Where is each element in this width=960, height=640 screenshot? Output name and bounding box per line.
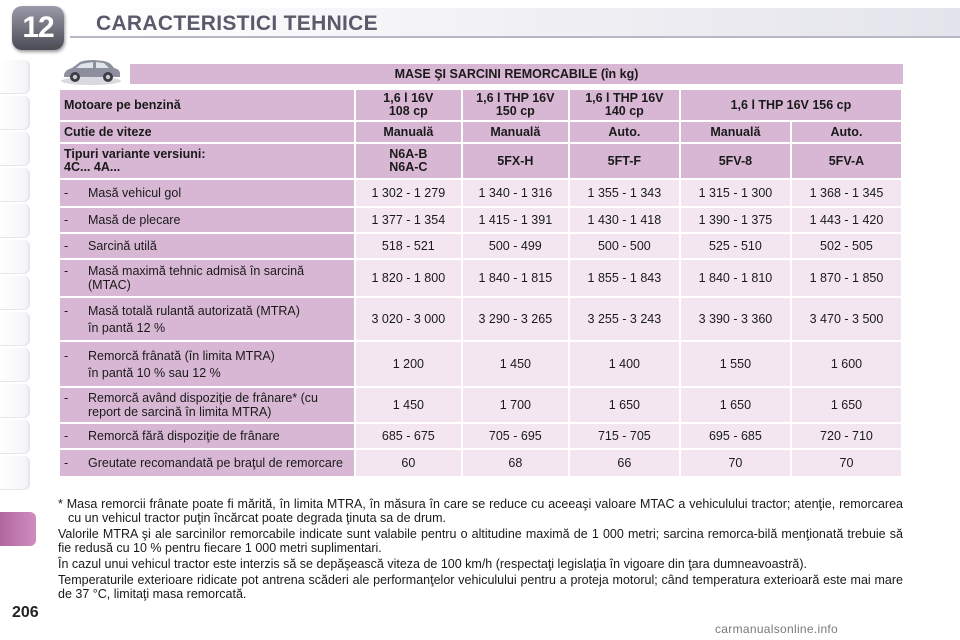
variant-cell: N6A-B N6A-C (356, 144, 461, 178)
mass-value: 1 650 (681, 388, 790, 422)
mass-value: 1 368 - 1 345 (792, 180, 901, 206)
page-title: CARACTERISTICI TEHNICE (96, 12, 378, 35)
chapter-tab[interactable] (0, 168, 30, 202)
mass-value: 1 340 - 1 316 (463, 180, 568, 206)
mass-value: 685 - 675 (356, 424, 461, 448)
row-dash: - (64, 264, 69, 278)
mass-value: 1 650 (792, 388, 901, 422)
mass-value: 1 870 - 1 850 (792, 260, 901, 296)
chapter-tab[interactable] (0, 456, 30, 490)
footnotes (58, 497, 903, 603)
chapter-tab-active[interactable] (0, 512, 36, 546)
mass-value: 70 (681, 450, 790, 476)
row-label (60, 450, 354, 476)
chapter-tabs (0, 60, 40, 560)
engine-col: 1,6 l THP 16V 150 cp (463, 90, 568, 120)
mass-value: 3 255 - 3 243 (570, 298, 679, 340)
row-label (60, 424, 354, 448)
page-number: 206 (12, 604, 39, 621)
mass-value: 1 450 (463, 342, 568, 386)
engine-label: Motoare pe benzină (60, 90, 354, 120)
row-label (60, 234, 354, 258)
chapter-tab[interactable] (0, 204, 30, 238)
engine-row (60, 90, 901, 120)
gearbox-cell: Auto. (792, 122, 901, 142)
mass-rows (60, 180, 901, 476)
gearbox-label: Cutie de viteze (60, 122, 354, 142)
mass-value: 518 - 521 (356, 234, 461, 258)
mass-value: 1 855 - 1 843 (570, 260, 679, 296)
chapter-tab[interactable] (0, 312, 30, 346)
mass-value: 1 840 - 1 815 (463, 260, 568, 296)
section-title: MASE ŞI SARCINI REMORCABILE (în kg) (130, 64, 903, 84)
gearbox-cell: Manuală (681, 122, 790, 142)
mass-value: 1 415 - 1 391 (463, 208, 568, 232)
mass-value: 705 - 695 (463, 424, 568, 448)
chapter-tab[interactable] (0, 420, 30, 454)
row-dash: - (64, 391, 69, 405)
chapter-tab[interactable] (0, 132, 30, 166)
row-label-text: Masă totală rulantă autorizată (MTRA) (88, 303, 300, 318)
mass-value: 502 - 505 (792, 234, 901, 258)
gearbox-cell: Manuală (463, 122, 568, 142)
mass-row (60, 450, 901, 476)
towing-mass-table (58, 88, 903, 478)
mass-row (60, 342, 901, 386)
mass-value: 1 700 (463, 388, 568, 422)
row-label-subtext: în pantă 12 % (88, 320, 166, 335)
engine-col: 1,6 l 16V 108 cp (356, 90, 461, 120)
variant-cell: 5FV-8 (681, 144, 790, 178)
mass-value: 1 650 (570, 388, 679, 422)
note-altitude: Valorile MTRA şi ale sarcinilor remorcabile indicate sunt valabile pentru o altitudine maximă de 1 000 metri; sarcina remorca-bilă menţionată trebuie să fie redusă cu 10 % pentru fiecare 1 000 metri suplimentari. (58, 527, 903, 555)
mass-value: 715 - 705 (570, 424, 679, 448)
row-label-text: Masă de plecare (88, 213, 181, 227)
row-label-text: Masă vehicul gol (88, 186, 182, 200)
mass-value: 500 - 499 (463, 234, 568, 258)
mass-value: 1 600 (792, 342, 901, 386)
row-label (60, 180, 354, 206)
row-label (60, 388, 354, 422)
engine-col: 1,6 l THP 16V 140 cp (570, 90, 679, 120)
footnote-braked-trailer: * Masa remorcii frânate poate fi mărită, în limita MTRA, în măsura în care se reduce cu aceeaşi valoare MTAC a vehiculului tractor; atenţie, remorcarea cu un vehicul tractor puţin încărcat poate degrada ţinuta sa de drum. (58, 497, 903, 525)
chapter-tab[interactable] (0, 96, 30, 130)
mass-row (60, 180, 901, 206)
watermark: carmanualsonline.info (715, 622, 839, 636)
note-speed: În cazul unui vehicul tractor este interzis să se depăşească viteza de 100 km/h (respectaţi legislaţia în vigoare din ţara dumneavoastră). (58, 557, 808, 571)
mass-row (60, 388, 901, 422)
mass-value: 1 377 - 1 354 (356, 208, 461, 232)
mass-value: 70 (792, 450, 901, 476)
variants-row (60, 144, 901, 178)
mass-value: 1 450 (356, 388, 461, 422)
row-label (60, 342, 354, 386)
chapter-number-badge: 12 (12, 6, 64, 50)
mass-row (60, 234, 901, 258)
note-temperature: Temperaturile exterioare ridicate pot antrena scăderi ale performanţelor vehiculului pentru a proteja motorul; când temperatura exterioară este mai mare de 37 °C, limitaţi masa remorcată. (58, 573, 903, 601)
row-dash: - (64, 456, 69, 470)
row-label-text: Sarcină utilă (88, 239, 157, 253)
chapter-tab[interactable] (0, 348, 30, 382)
mass-value: 1 200 (356, 342, 461, 386)
variant-cell: 5FV-A (792, 144, 901, 178)
mass-value: 68 (463, 450, 568, 476)
mass-value: 3 470 - 3 500 (792, 298, 901, 340)
mass-value: 1 840 - 1 810 (681, 260, 790, 296)
mass-value: 1 302 - 1 279 (356, 180, 461, 206)
car-icon (58, 56, 124, 86)
mass-value: 1 355 - 1 343 (570, 180, 679, 206)
row-dash: - (64, 213, 69, 227)
row-label-text: Remorcă fără dispoziţie de frânare (88, 429, 280, 443)
mass-row (60, 298, 901, 340)
row-label-text: Masă maximă tehnic admisă în sarcină (MTAC) (88, 264, 305, 292)
mass-value: 1 550 (681, 342, 790, 386)
mass-value: 1 443 - 1 420 (792, 208, 901, 232)
row-label-text: Remorcă frânată (în limita MTRA) (88, 348, 275, 363)
mass-value: 1 315 - 1 300 (681, 180, 790, 206)
mass-value: 1 390 - 1 375 (681, 208, 790, 232)
mass-value: 1 820 - 1 800 (356, 260, 461, 296)
variant-cell: 5FX-H (463, 144, 568, 178)
variants-label: Tipuri variante versiuni: 4C... 4A... (60, 144, 354, 178)
gearbox-cell: Manuală (356, 122, 461, 142)
mass-row (60, 208, 901, 232)
mass-row (60, 260, 901, 296)
row-dash: - (64, 239, 69, 253)
page-header (0, 0, 960, 50)
variant-cell: 5FT-F (570, 144, 679, 178)
mass-value: 3 390 - 3 360 (681, 298, 790, 340)
row-dash: - (64, 429, 69, 443)
gearbox-row (60, 122, 901, 142)
chapter-tab[interactable] (0, 240, 30, 274)
gearbox-cell: Auto. (570, 122, 679, 142)
chapter-tab[interactable] (0, 60, 30, 94)
mass-row (60, 424, 901, 448)
chapter-tab[interactable] (0, 384, 30, 418)
row-label-text: Remorcă având dispoziţie de frânare* (cu report de sarcină în limita MTRA) (88, 391, 318, 419)
row-label-text: Greutate recomandată pe braţul de remorcare (88, 456, 343, 470)
mass-value: 60 (356, 450, 461, 476)
row-label (60, 298, 354, 340)
row-label (60, 260, 354, 296)
mass-value: 525 - 510 (681, 234, 790, 258)
mass-value: 720 - 710 (792, 424, 901, 448)
row-dash: - (64, 303, 69, 318)
mass-value: 66 (570, 450, 679, 476)
mass-value: 500 - 500 (570, 234, 679, 258)
mass-value: 3 290 - 3 265 (463, 298, 568, 340)
row-dash: - (64, 186, 69, 200)
engine-col: 1,6 l THP 16V 156 cp (681, 90, 901, 120)
chapter-tab[interactable] (0, 276, 30, 310)
mass-value: 1 400 (570, 342, 679, 386)
row-label (60, 208, 354, 232)
mass-value: 1 430 - 1 418 (570, 208, 679, 232)
mass-value: 3 020 - 3 000 (356, 298, 461, 340)
mass-value: 695 - 685 (681, 424, 790, 448)
row-dash: - (64, 348, 69, 363)
row-label-subtext: în pantă 10 % sau 12 % (88, 365, 221, 380)
